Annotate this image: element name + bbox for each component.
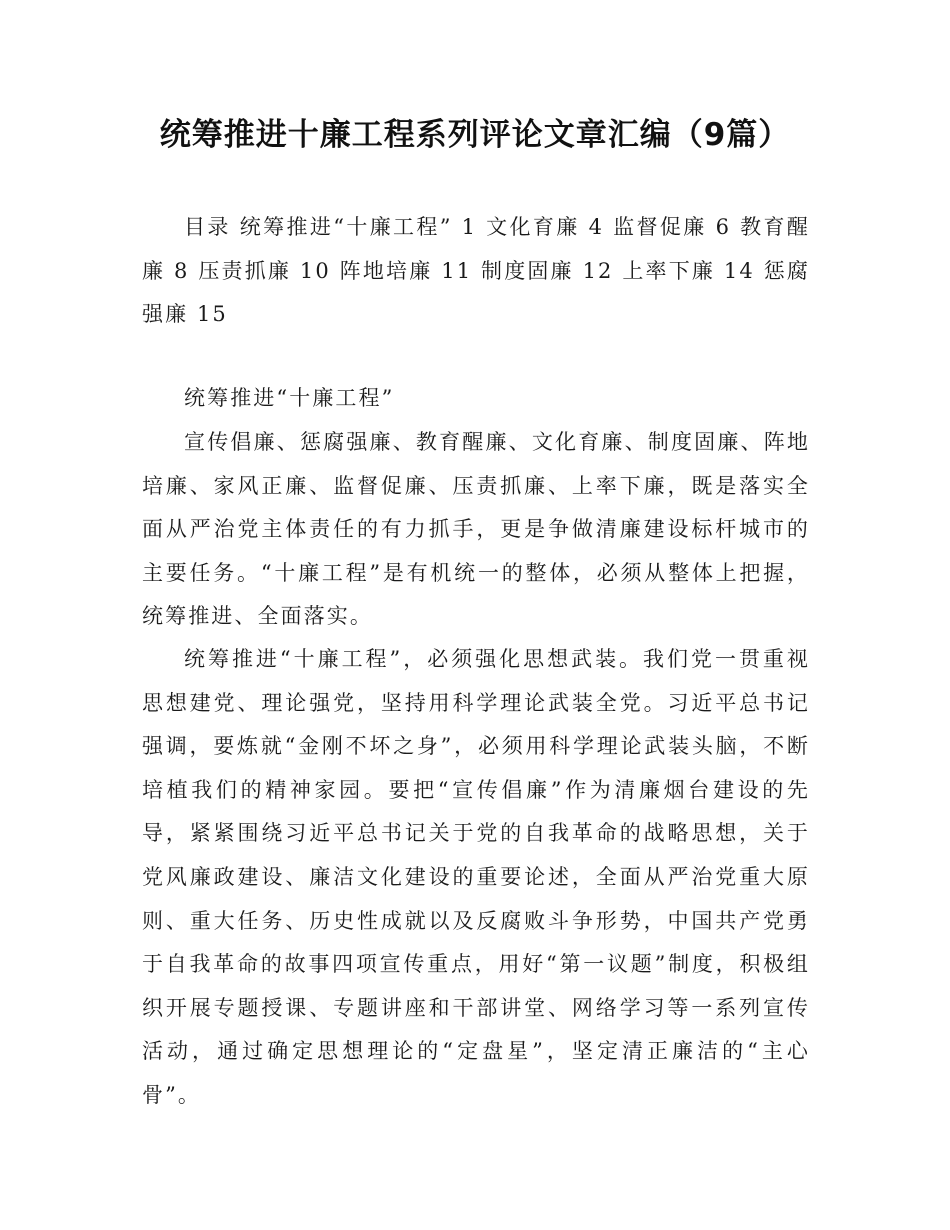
section-heading: 统筹推进“十廉工程” bbox=[184, 386, 395, 410]
paragraph: 统筹推进“十廉工程”，必须强化思想武装。我们党一贯重视思想建党、理论强党，坚持用科学理论武装全党。习近平总书记强调，要炼就“金刚不坏之身”，必须用科学理论武装头脑，不断培植我们的精神家园。要把“宣传倡廉”作为清廉烟台建设的先导，紧紧围绕习近平总书记关于党的自我革命的战略思想，关于党风廉政建设、廉洁文化建设的重要论述，全面从严治党重大原则、重大任务、历史性成就以及反腐败斗争形势，中国共产党勇于自我革命的故事四项宣传重点，用好“第一议题”制度，积极组织开展专题授课、专题讲座和干部讲堂、网络学习等一系列宣传活动，通过确定思想理论的“定盘星”，坚定清正廉洁的“主心骨”。 bbox=[142, 647, 810, 1107]
paragraph: 宣传倡廉、惩腐强廉、教育醒廉、文化育廉、制度固廉、阵地培廉、家风正廉、监督促廉、压责抓廉、上率下廉，既是落实全面从严治党主体责任的有力抓手，更是争做清廉建设标杆城市的主要任务。“十廉工程”是有机统一的整体，必须从整体上把握，统筹推进、全面落实。 bbox=[142, 430, 810, 629]
document-title: 统筹推进十廉工程系列评论文章汇编（9篇） bbox=[159, 117, 791, 153]
table-of-contents: 目录 统筹推进“十廉工程” 1 文化育廉 4 监督促廉 6 教育醒廉 8 压责抓廉 10 阵地培廉 11 制度固廉 12 上率下廉 14 惩腐强廉 15 bbox=[142, 215, 810, 327]
